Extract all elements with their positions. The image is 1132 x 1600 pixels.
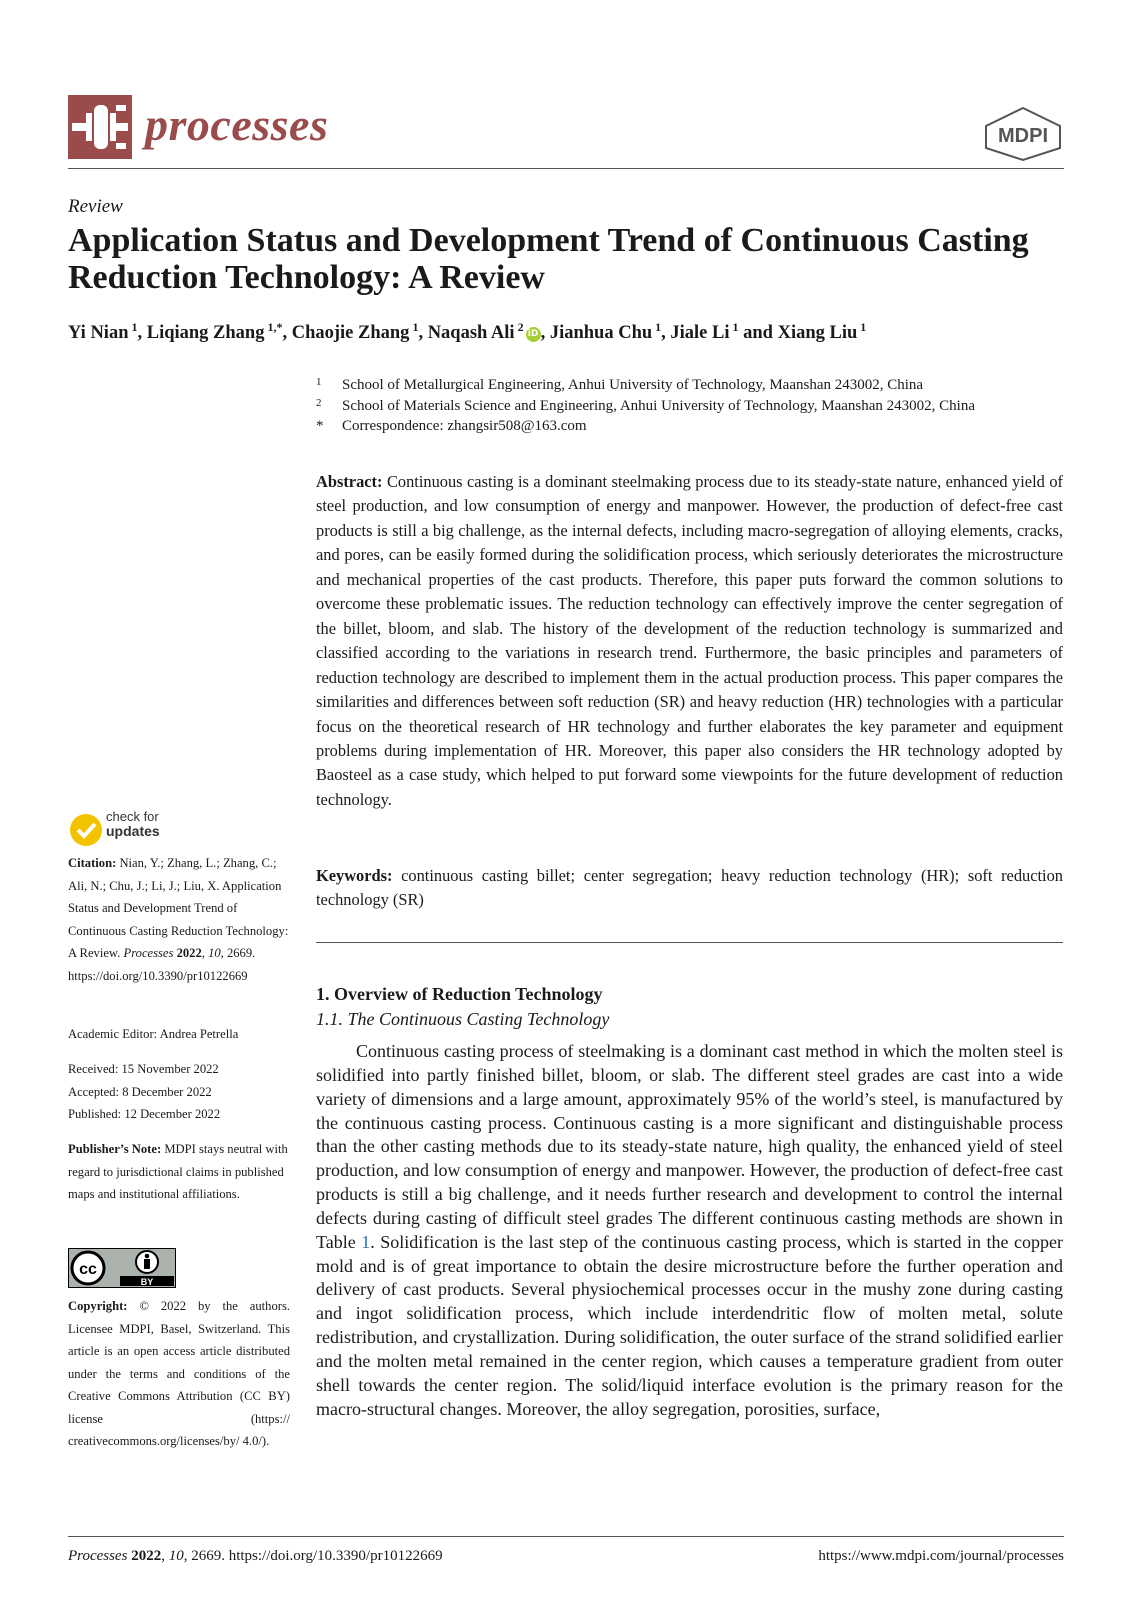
copyright-notice: Copyright: © 2022 by the authors. Licensee MDPI, Basel, Switzerland. This article is an open access article distributed under the terms and conditions of the Creative Commons Attribution (CC BY) license (https:// creativecommons.org/licenses/by/ 4.0/). (68, 1299, 290, 1448)
author-affiliation-mark: 2 (517, 320, 524, 334)
orcid-icon[interactable]: iD (526, 327, 541, 342)
author-separator: , (137, 323, 147, 344)
abstract: Abstract: Continuous casting is a dominant steelmaking process due to its steady-state nature, enhanced yield of steel production, and low consumption of energy and manpower. However, the production of defect-free cast products is still a big challenge, as the internal defects, including macro-segregation of alloying elements, cracks, and pores, can be easily formed during the solidification process, which seriously deteriorates the microstructure and mechanical properties of the cast products. Therefore, this paper puts forward the common solutions to overcome these problematic issues. The reduction technology can effectively improve the center segregation of the billet, bloom, and slab. The history of the development of the reduction technology is summarized and classified according to the variations in research trend. Furthermore, the basic principles and parameters of reduction technology are described to implement them in the actual production process. This paper compares the similarities and differences between soft reduction (SR) and heavy reduction (HR) technologies with a particular focus on the theoretical research of HR technology and further elaborates the key parameter and equipment problems during implementation of HR. Moreover, this paper also considers the HR technology adopted by Baosteel as a case study, which helped to put forward some viewpoints for the future development of reduction technology. (316, 472, 1063, 809)
author-separator: , (282, 323, 292, 344)
author-affiliation-mark: 1 (860, 320, 867, 334)
subsection-heading: 1.1. The Continuous Casting Technology (316, 1009, 610, 1029)
author-affiliation-mark: 1 (655, 320, 662, 334)
citation: Citation: Nian, Y.; Zhang, L.; Zhang, C.; Ali, N.; Chu, J.; Li, J.; Liu, X. Application Status and Development Trend of Continuous Casting Reduction Technology: A Review. Processes 2022, 10, 2669. https://doi.org/10.3390/pr10122669 (68, 856, 289, 983)
article-type: Review (68, 196, 123, 217)
article-title: Application Status and Development Trend of Continuous Casting Reduction Technology: A Review (68, 222, 1029, 296)
svg-text:MDPI: MDPI (998, 125, 1048, 147)
academic-editor: Academic Editor: Andrea Petrella (68, 1027, 239, 1041)
check-for-updates-button[interactable]: check for updates (68, 812, 208, 852)
footer-citation: Processes 2022, 10, 2669. https://doi.org/10.3390/pr10122669 (68, 1548, 443, 1564)
keywords-rule (316, 942, 1063, 943)
table-1-link[interactable]: 1 (361, 1231, 371, 1252)
author-list (68, 320, 1068, 344)
publication-dates: Received: 15 November 2022 Accepted: 8 December 2022 Published: 12 December 2022 (68, 1062, 221, 1121)
journal-name: processes (145, 99, 329, 150)
footer-journal-link[interactable]: https://www.mdpi.com/journal/processes (818, 1548, 1064, 1564)
author-separator: , (661, 323, 671, 344)
correspondence: * Correspondence: zhangsir508@163.com (316, 418, 587, 434)
footer-rule (68, 1536, 1064, 1537)
author-name: Yi Nian (68, 323, 129, 344)
author-separator: , (418, 323, 428, 344)
author-affiliation-mark: 1 (732, 320, 739, 334)
author-separator: , (540, 323, 550, 344)
header-rule (68, 168, 1064, 169)
author-name: Chaojie Zhang (291, 323, 410, 344)
svg-text:BY: BY (140, 1277, 154, 1287)
author-affiliation-mark: 1 (131, 320, 138, 334)
author-name: Jianhua Chu (549, 323, 653, 344)
mdpi-logo-icon (982, 106, 1064, 162)
affiliation-1: 1 School of Metallurgical Engineering, Anhui University of Technology, Maanshan 243002, China (316, 376, 924, 393)
author-name: Liqiang Zhang (146, 323, 265, 344)
affiliation-2: 2 School of Materials Science and Engineering, Anhui University of Technology, Maanshan 243002, China (316, 397, 975, 414)
svg-text:cc: cc (79, 1261, 97, 1278)
keywords: Keywords: continuous casting billet; center segregation; heavy reduction technology (HR); soft reduction technology (SR) (316, 866, 1063, 909)
body-text: Continuous casting process of steelmaking is a dominant cast method in which the molten steel is solidified into partly finished billet, bloom, or slab. The different steel grades are cast into a wide variety of dimensions and a large amount, approximately 95% of the world’s steel, is manufactured by the continuous casting process. Continuous casting is a more significant and distinguishable process than the other casting methods due to its steady-state nature, high quality, the enhanced yield of steel production, and low consumption of energy and manpower. However, the production of defect-free cast products is still a big challenge, and it needs further research and development to control the internal defects during casting of difficult steel grades The different continuous casting methods are shown in Table 1. Solidification is the last step of the continuous casting process, which is started in the copper mold and is of great importance to obtain the desire microstructure before the further operation and delivery of cast products. Several physiochemical processes occur in the mushy zone during casting and ingot solidification process, which include interdendritic flow of molten metal, solute redistribution, and crystallization. During solidification, the outer surface of the strand solidified earlier and the molten metal remained in the center region, which causes a temperature gradient from outer shell towards the center region. The solid/liquid interface evolution is the primary reason for the macro-structural changes. Moreover, the alloy segregation, porosities, surface, (316, 1041, 1063, 1419)
section-heading: 1. Overview of Reduction Technology (316, 984, 603, 1004)
author-affiliation-mark: 1 (412, 320, 419, 334)
processes-logo-icon (68, 95, 132, 159)
author-separator: and (738, 323, 778, 344)
publishers-note: Publisher’s Note: MDPI stays neutral with regard to jurisdictional claims in published maps and institutional affiliations. (68, 1142, 288, 1201)
author-name: Xiang Liu (777, 323, 858, 344)
cc-by-license-icon[interactable] (68, 1248, 176, 1288)
author-name: Jiale Li (670, 323, 730, 344)
author-affiliation-mark: 1,* (267, 320, 283, 334)
check-updates-icon (68, 812, 104, 848)
author-name: Naqash Ali (427, 323, 515, 344)
